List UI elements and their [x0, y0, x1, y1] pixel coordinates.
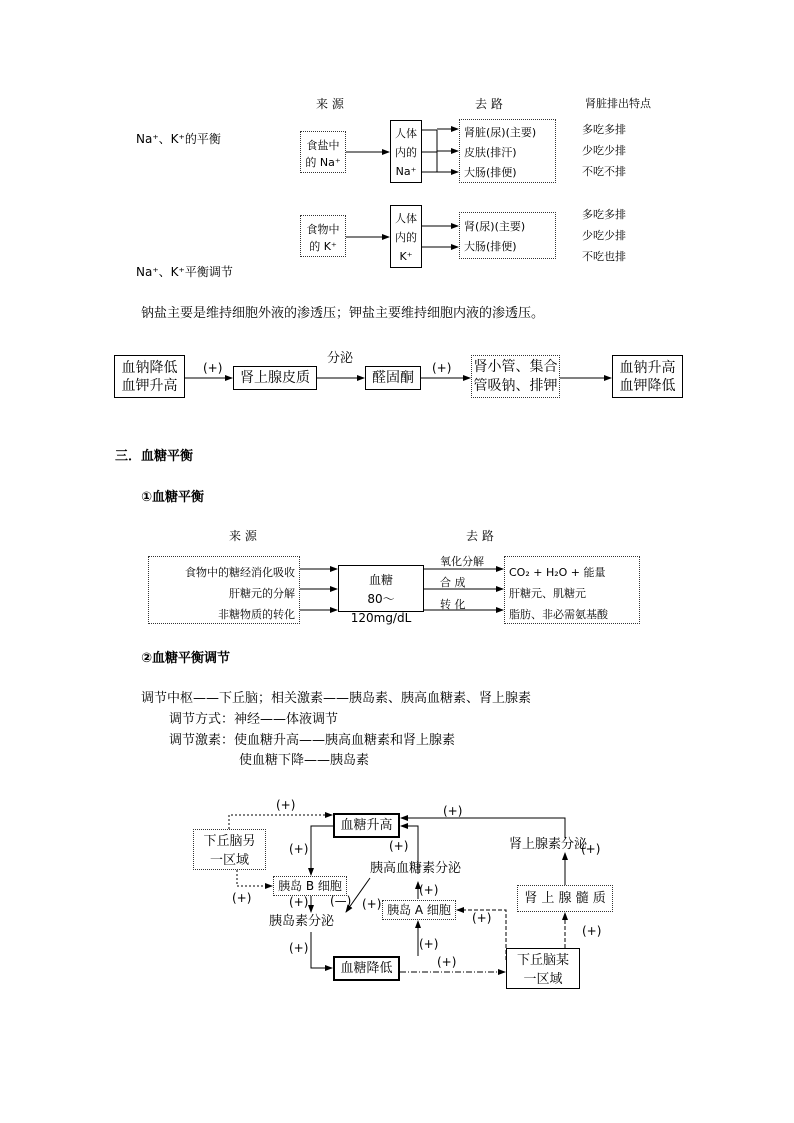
blood-sugar-high-box: 血糖升高 — [333, 813, 400, 838]
bs-header-route: 去 路 — [466, 529, 494, 543]
plus-sign: (+) — [289, 842, 309, 856]
bs-source-item: 肝糖元的分解 — [229, 587, 295, 600]
plus-sign: (+) — [419, 937, 439, 951]
regulation-line: 调节激素：使血糖升高——胰高血糖素和肾上腺素 — [169, 733, 456, 748]
section3-sub1: ①血糖平衡 — [141, 490, 205, 505]
blood-sugar-label: 血糖 — [368, 573, 393, 587]
low-na-line: 血钠降低 — [121, 360, 178, 376]
na-body-line: 内的 — [395, 146, 417, 159]
plus-sign: (+) — [289, 895, 309, 909]
bs-result-item: CO₂ + H₂O + 能量 — [509, 566, 606, 579]
na-k-regulation-title: Na⁺、K⁺平衡调节 — [136, 265, 233, 279]
osmotic-sentence: 钠盐主要是维持细胞外液的渗透压；钾盐主要维持细胞内液的渗透压。 — [141, 306, 545, 321]
plus-label: (+) — [432, 361, 452, 375]
adrenaline-label: 肾上腺素分泌 — [509, 837, 588, 852]
adrenal-medulla-box: 肾 上 腺 髓 质 — [517, 885, 613, 912]
high-na-line: 血钠升高 — [619, 360, 676, 376]
plus-sign: (+) — [276, 798, 296, 812]
a-cell-box: 胰岛 A 细胞 — [382, 900, 456, 920]
k-body-line: K⁺ — [399, 250, 413, 263]
plus-sign: (+) — [443, 804, 463, 818]
bs-result-item: 肝糖元、肌糖元 — [509, 587, 586, 600]
b-cell-box: 胰岛 B 细胞 — [273, 876, 347, 896]
na-header-route: 去 路 — [475, 97, 503, 111]
na-feature: 不吃不排 — [582, 165, 626, 178]
adrenal-cortex-box: 肾上腺皮质 — [233, 366, 317, 390]
plus-sign: (+) — [389, 839, 409, 853]
minus-sign: (—) — [330, 894, 352, 908]
na-source-line: 的 Na⁺ — [305, 156, 341, 169]
na-route-item: 肾脏(尿)(主要) — [464, 126, 537, 139]
plus-label: (+) — [203, 361, 223, 375]
plus-sign: (+) — [419, 883, 439, 897]
k-source-line: 食物中 — [306, 223, 340, 236]
k-body-line: 人体 — [395, 212, 417, 225]
bs-way: 氧化分解 — [440, 555, 484, 568]
na-feature: 少吃少排 — [582, 144, 626, 157]
na-route-item: 大肠(排便) — [464, 166, 517, 179]
plus-sign: (+) — [582, 924, 602, 938]
na-route-item: 皮肤(排汗) — [464, 146, 517, 159]
plus-sign: (+) — [232, 891, 252, 905]
k-route-item: 大肠(排便) — [464, 240, 517, 253]
k-body-line: 内的 — [395, 231, 417, 244]
tubule-line: 管吸钠、排钾 — [473, 378, 558, 394]
regulation-line: 调节方式：神经——体液调节 — [169, 712, 339, 727]
na-header-kidney: 肾脏排出特点 — [585, 97, 651, 110]
low-na-line: 血钾升高 — [121, 378, 178, 394]
glucagon-label: 胰高血糖素分泌 — [370, 861, 462, 876]
hypothalamus-other-line: 下丘脑另 — [203, 834, 256, 849]
k-feature: 少吃少排 — [582, 229, 626, 242]
na-body-line: Na⁺ — [395, 165, 417, 178]
high-na-line: 血钾降低 — [619, 378, 676, 394]
section3-sub2: ②血糖平衡调节 — [141, 651, 231, 666]
plus-sign: (+) — [437, 955, 457, 969]
blood-sugar-range: 80～120mg/dL — [350, 592, 412, 625]
regulation-line: 使血糖下降——胰岛素 — [239, 753, 370, 768]
hypothalamus-other-line: 一区域 — [209, 853, 249, 868]
hypothalamus-some-line: 下丘脑某 — [516, 953, 569, 968]
insulin-label: 胰岛素分泌 — [269, 914, 335, 929]
plus-sign: (+) — [289, 941, 309, 955]
bs-source-item: 非糖物质的转化 — [218, 608, 295, 621]
na-feature: 多吃多排 — [582, 123, 626, 136]
tubule-line: 肾小管、集合 — [473, 359, 558, 375]
na-body-line: 人体 — [395, 127, 417, 140]
plus-sign: (+) — [581, 842, 601, 856]
k-feature: 不吃也排 — [582, 250, 626, 263]
plus-sign: (+) — [362, 897, 382, 911]
plus-sign: (+) — [472, 911, 492, 925]
bs-result-item: 脂肪、非必需氨基酸 — [509, 608, 608, 621]
k-route-item: 肾(尿)(主要) — [464, 220, 526, 233]
bs-way: 合 成 — [440, 576, 466, 589]
na-source-line: 食盐中 — [306, 139, 340, 152]
blood-sugar-low-box: 血糖降低 — [333, 956, 400, 981]
hypothalamus-some-line: 一区域 — [523, 972, 563, 987]
k-feature: 多吃多排 — [582, 208, 626, 221]
na-k-balance-title: Na⁺、K⁺的平衡 — [136, 132, 221, 146]
aldosterone-box: 醛固酮 — [365, 366, 421, 390]
k-source-line: 的 K⁺ — [309, 240, 337, 253]
regulation-line: 调节中枢——下丘脑；相关激素——胰岛素、胰高血糖素、肾上腺素 — [141, 691, 532, 706]
bs-way: 转 化 — [440, 598, 466, 611]
na-header-source: 来 源 — [316, 97, 344, 111]
bs-source-item: 食物中的糖经消化吸收 — [185, 566, 295, 579]
secrete-label: 分泌 — [327, 351, 354, 366]
section3-title: 三．血糖平衡 — [115, 449, 194, 464]
bs-header-source: 来 源 — [229, 529, 257, 543]
